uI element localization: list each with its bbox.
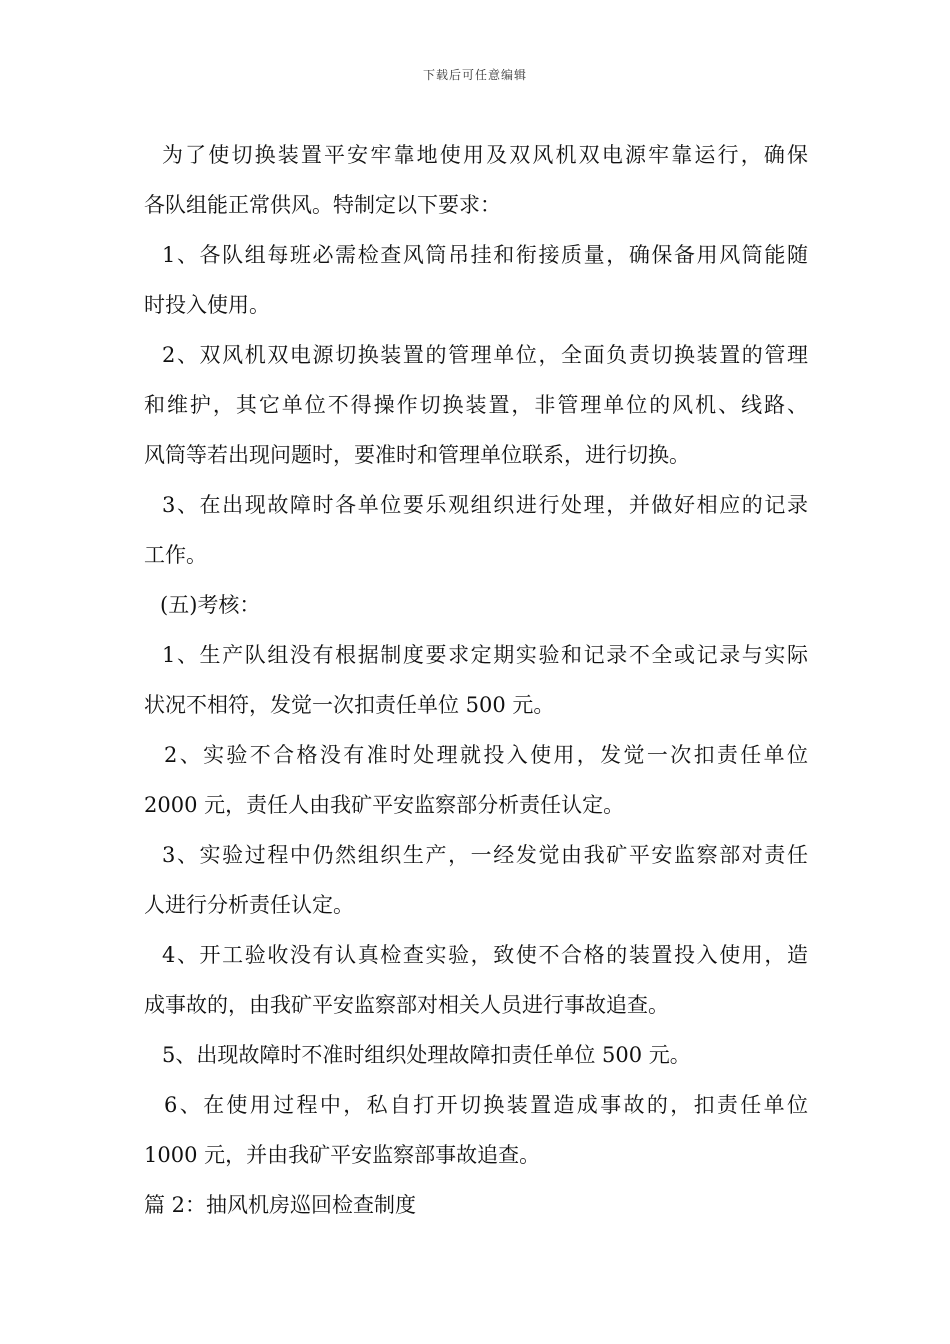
page-header: 下载后可任意编辑 — [422, 68, 527, 82]
paragraph-line: 时投入使用。 — [144, 293, 270, 317]
paragraph-line: 状况不相符，发觉一次扣责任单位 500 元。 — [144, 693, 555, 717]
section-title: 篇 2：抽风机房巡回检查制度 — [144, 1193, 417, 1217]
paragraph-line: 3、实验过程中仍然组织生产，一经发觉由我矿平安监察部对责任 — [162, 843, 808, 867]
paragraph-line: 6、在使用过程中，私自打开切换装置造成事故的，扣责任单位 — [164, 1093, 808, 1117]
paragraph-line: 风筒等若出现问题时，要准时和管理单位联系，进行切换。 — [144, 443, 690, 467]
paragraph-line: 和维护，其它单位不得操作切换装置，非管理单位的风机、线路、 — [144, 393, 808, 417]
paragraph-line: 3、在出现故障时各单位要乐观组织进行处理，并做好相应的记录 — [162, 493, 808, 517]
paragraph-line: 2、实验不合格没有准时处理就投入使用，发觉一次扣责任单位 — [164, 743, 808, 767]
paragraph-line: 2、双风机双电源切换装置的管理单位，全面负责切换装置的管理 — [162, 343, 808, 367]
section-heading: (五)考核： — [160, 593, 261, 617]
paragraph-line: 5、出现故障时不准时组织处理故障扣责任单位 500 元。 — [162, 1043, 691, 1067]
paragraph-line: 成事故的，由我矿平安监察部对相关人员进行事故追查。 — [144, 993, 669, 1017]
paragraph-line: 1、各队组每班必需检查风筒吊挂和衔接质量，确保备用风筒能随 — [162, 243, 808, 267]
paragraph-line: 工作。 — [144, 543, 207, 567]
paragraph-line: 2000 元，责任人由我矿平安监察部分析责任认定。 — [144, 793, 625, 817]
paragraph-line: 1、生产队组没有根据制度要求定期实验和记录不全或记录与实际 — [162, 643, 808, 667]
paragraph-line: 人进行分析责任认定。 — [144, 893, 354, 917]
paragraph-line: 为了使切换装置平安牢靠地使用及双风机双电源牢靠运行，确保 — [162, 143, 808, 167]
document-body — [144, 130, 808, 1230]
paragraph-line: 1000 元，并由我矿平安监察部事故追查。 — [144, 1143, 541, 1167]
paragraph-line: 各队组能正常供风。特制定以下要求： — [144, 193, 501, 217]
paragraph-line: 4、开工验收没有认真检查实验，致使不合格的装置投入使用，造 — [162, 943, 808, 967]
